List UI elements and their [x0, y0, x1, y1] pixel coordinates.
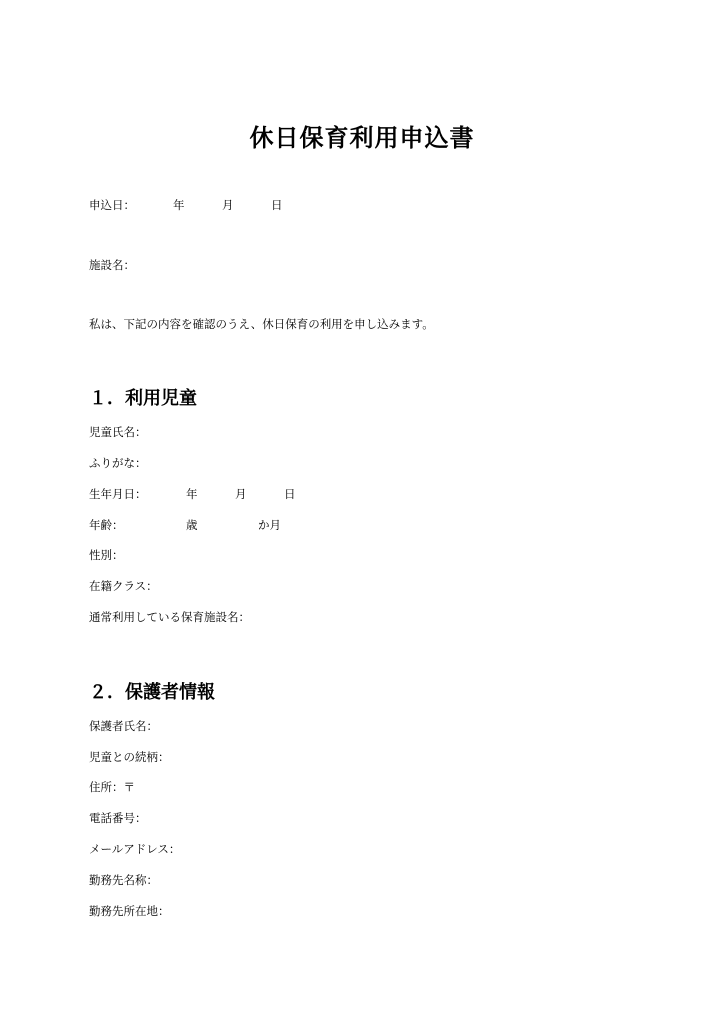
- birthdate-day: 日: [284, 487, 296, 501]
- application-statement: 私は、下記の内容を確認のうえ、休日保育の利用を申し込みます。: [89, 317, 434, 331]
- birthdate-year: 年: [186, 487, 198, 501]
- facility-name-label: 施設名：: [89, 258, 135, 272]
- section-heading-child: １．利用児童: [89, 388, 197, 409]
- guardian-name-label: 保護者氏名：: [89, 719, 158, 733]
- address-label: 住所：〒: [89, 780, 135, 794]
- employer-address-label: 勤務先所在地：: [89, 904, 170, 918]
- furigana-label: ふりがな：: [89, 456, 147, 470]
- class-label: 在籍クラス：: [89, 579, 158, 593]
- gender-label: 性別：: [89, 548, 124, 562]
- age-years: 歳: [186, 518, 198, 532]
- section-heading-guardian: ２．保護者情報: [89, 682, 215, 703]
- relationship-label: 児童との続柄：: [89, 750, 170, 764]
- application-date-day: 日: [271, 198, 283, 212]
- age-label: 年齢：: [89, 518, 124, 532]
- application-date-month: 月: [222, 198, 234, 212]
- email-label: メールアドレス：: [89, 842, 181, 856]
- phone-label: 電話番号：: [89, 811, 147, 825]
- application-date-year: 年: [173, 198, 185, 212]
- birthdate-month: 月: [235, 487, 247, 501]
- application-date-label: 申込日：: [89, 198, 135, 212]
- form-title: 休日保育利用申込書: [249, 124, 475, 152]
- employer-name-label: 勤務先名称：: [89, 873, 158, 887]
- child-name-label: 児童氏名：: [89, 425, 147, 439]
- age-months: か月: [258, 518, 281, 532]
- birthdate-label: 生年月日：: [89, 487, 147, 501]
- regular-facility-label: 通常利用している保育施設名：: [89, 610, 250, 624]
